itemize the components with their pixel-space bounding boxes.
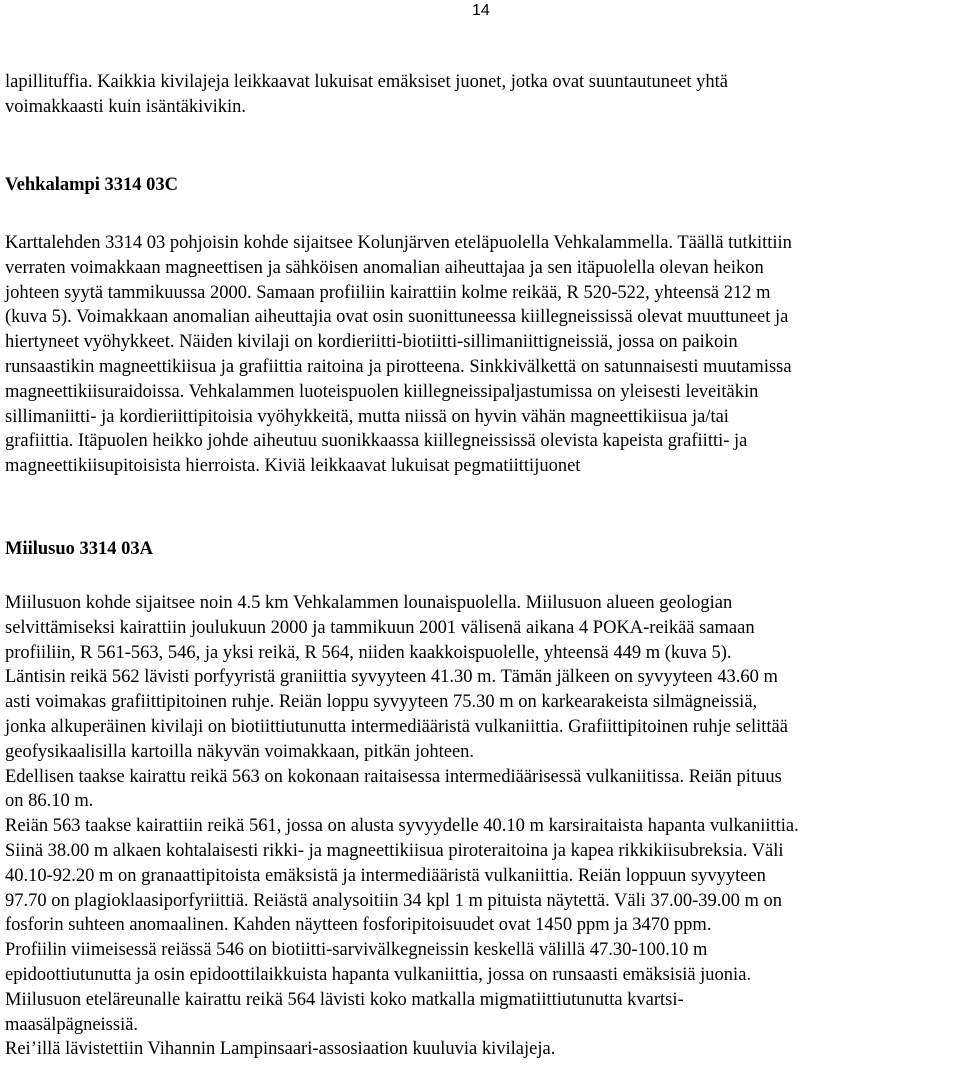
section-body-miilusuo: Miilusuon kohde sijaitsee noin 4.5 km Vehkalammen lounaispuolella. Miilusuon alueen geologian selvittämiseksi kairattiin joulukuun 2000 ja tammikuun 2001 välisenä aikana 4 POKA-reikää samaan profiiliin, R 561-563, 546, ja yksi reikä, R 564, niiden kaakkoispuolelle, yhteensä 449 m (kuva 5). Läntisin reikä 562 lävisti porfyyristä graniittia syvyyteen 41.30 m. Tämän jälkeen on syvyyteen 43.60 m asti voimakas grafiittipitoinen ruhje. Reiän loppu syvyyteen 75.30 m on karkearakeista silmägneissiä, jonka alkuperäinen kivilaji on biotiittiutunutta intermediääristä vulkaniittia. Grafiittipitoinen ruhje selittää geofysikaalisilla kartoilla näkyvän voimakkaan, pitkän johteen. Edellisen taakse kairattu reikä 563 on kokonaan raitaisessa intermediäärisessä vulkaniitissa. Reiän pituus on 86.10 m. Reiän 563 taakse kairattiin reikä 561, jossa on alusta syvyydelle 40.10 m karsiraitaista hapanta vulkaniittia. Siinä 38.00 m alkaen kohtalaisesti rikki- ja magneettikiisua piroteraitoina ja kapea rikkikiisubreksia. Väli 40.10-92.20 m on granaattipitoista emäksistä ja intermediääristä vulkaniittia. Reiän loppuun syvyyteen 97.70 on plagioklaasiporfyriittiä. Reiästä analysoitiin 34 kpl 1 m pituista näytettä. Väli 37.00-39.00 m on fosforin suhteen anomaalinen. Kahden näytteen fosforipitoisuudet ovat 1450 ppm ja 3470 ppm. Profiilin viimeisessä reiässä 546 on biotiitti-sarvivälkegneissin keskellä välillä 47.30-100.10 m epidoottiutunutta ja osin epidoottilaikkuista hapanta vulkaniittia, jossa on runsaasti emäksisiä juonia. Miilusuon eteläreunalle kairattu reikä 564 lävisti koko matkalla migmatiittiutunutta kvartsi- maasälpägneissiä. Rei’illä lävistettiin Vihannin Lampinsaari-assosiaation kuuluvia kivilajeja. [5, 593, 799, 1060]
section-heading-miilusuo: Miilusuo 3314 03A [5, 539, 154, 559]
section-body-vehkalampi: Karttalehden 3314 03 pohjoisin kohde sijaitsee Kolunjärven eteläpuolella Vehkalammella. Täällä tutkittiin verraten voimakkaan magneettisen ja sähköisen anomalian aiheuttajaa ja sen itäpuolella olevan heikon johteen syytä tammikuussa 2000. Samaan profiiliin kairattiin kolme reikää, R 520-522, yhteensä 212 m (kuva 5). Voimakkaan anomalian aiheuttajia ovat osin suonittuneessa kiillegneississä olevat muuttuneet ja hiertyneet vyöhykkeet. Näiden kivilaji on kordieriitti-biotiitti-sillimaniittigneissiä, jossa on paikoin runsaastikin magneettikiisua ja grafiittia raitoina ja pirotteena. Sinkkivälkettä on satunnaisesti muutamissa magneettikiisuraidoissa. Vehkalammen luoteispuolen kiillegneissipaljastumissa on yleisesti leveitäkin sillimaniitti- ja kordieriittipitoisia vyöhykkeitä, mutta niissä on hyvin vähän magneettikiisua ja/tai grafiittia. Itäpuolen heikko johde aiheutuu suonikkaassa kiillegneississä olevista kapeista grafiitti- ja magneettikiisupitoisista hierroista. Kiviä leikkaavat lukuisat pegmatiittijuonet [5, 233, 792, 477]
section-heading-vehkalampi: Vehkalampi 3314 03C [5, 175, 179, 195]
intro-paragraph: lapillituffia. Kaikkia kivilajeja leikkaavat lukuisat emäksiset juonet, jotka ovat suuntautuneet yhtä voimakkaasti kuin isäntäkivikin. [5, 72, 729, 117]
page-number: 14 [472, 2, 490, 19]
